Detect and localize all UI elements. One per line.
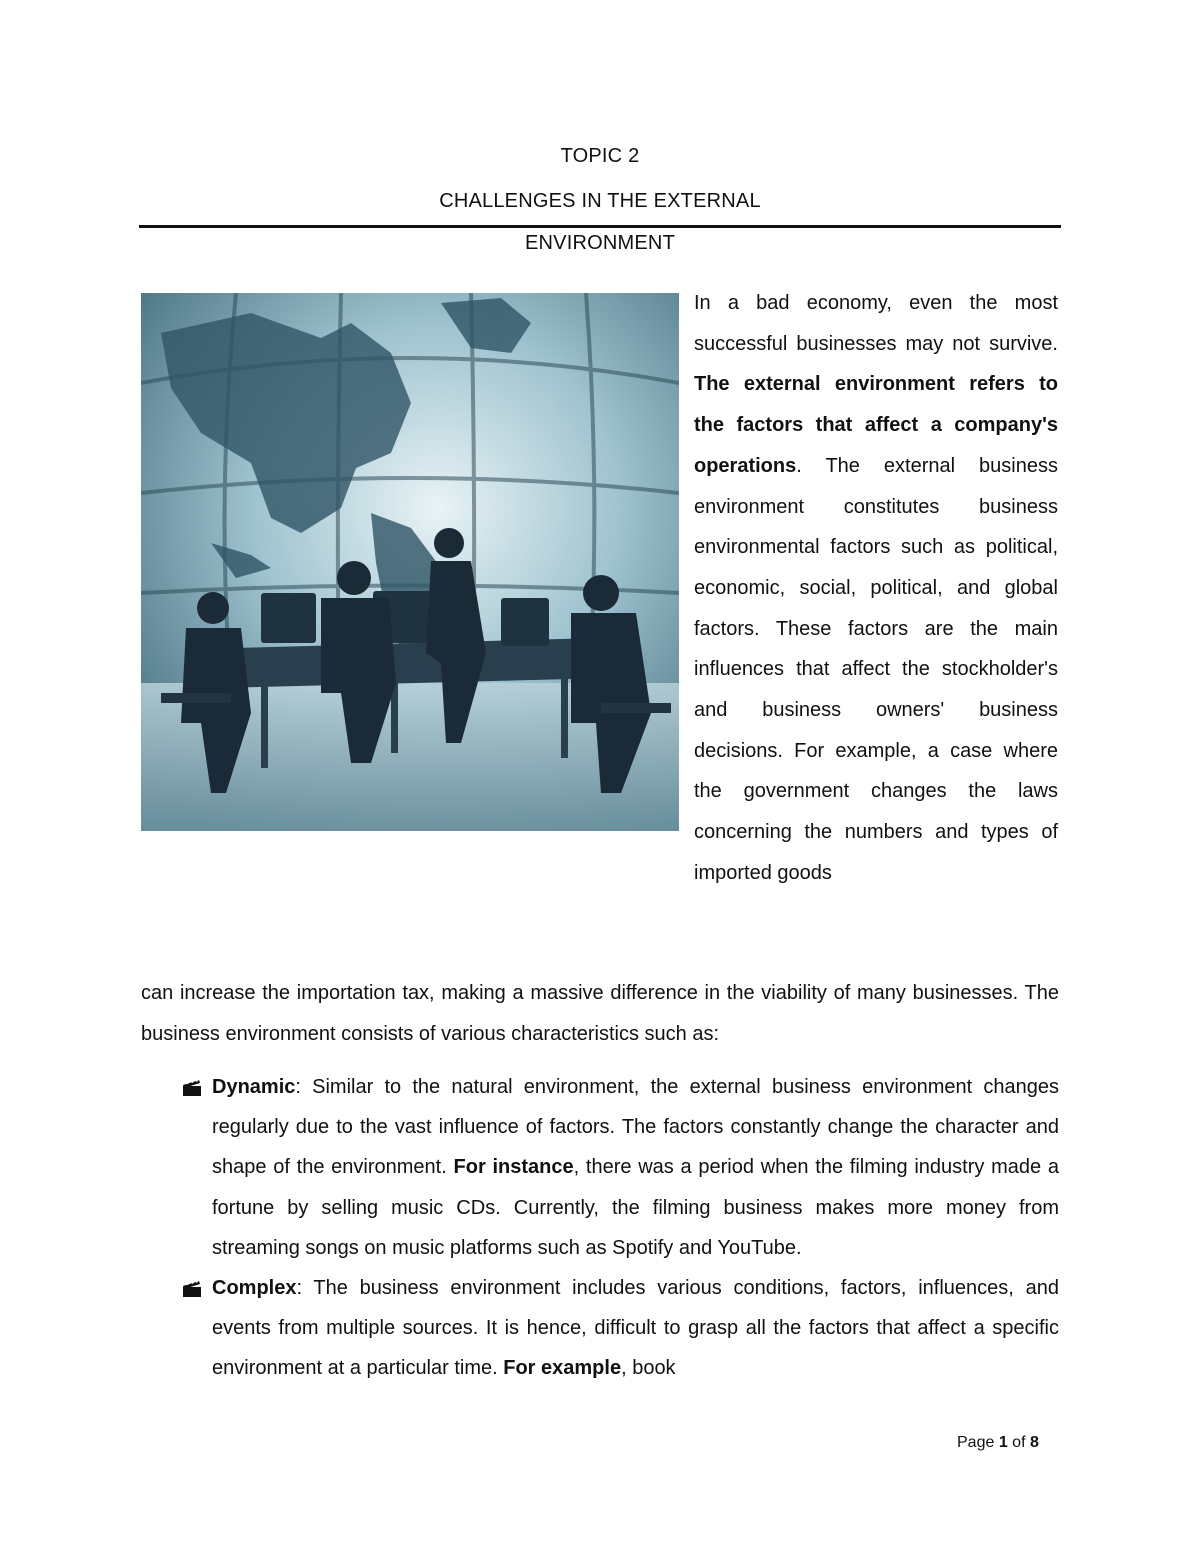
bullet-text-cont: , book <box>621 1357 676 1380</box>
clapperboard-icon <box>182 1079 202 1097</box>
page-of: of <box>1007 1434 1030 1451</box>
bullet-emphasis: For instance <box>453 1156 574 1179</box>
title-divider <box>139 225 1061 228</box>
clapperboard-icon <box>182 1280 202 1298</box>
bullet-text-cont: , there was a period when the filming industry made a fortune by selling music CDs. Currently, the filming business makes more money from streaming songs on music platforms such as Spotify and YouTube. <box>212 1156 1059 1259</box>
topic-number: TOPIC 2 <box>560 145 640 167</box>
intro-paragraph <box>694 283 1058 894</box>
characteristics-list <box>141 1067 1059 1389</box>
page-number <box>957 1434 1039 1452</box>
title-line-2: ENVIRONMENT <box>525 232 675 254</box>
intro-continuation: can increase the importation tax, making a massive difference in the viability of many businesses. The business environment consists of various characteristics such as: <box>141 982 1059 1045</box>
bullet-emphasis: For example <box>503 1357 622 1380</box>
intro-text-1: In a bad economy, even the most successful businesses may not survive. <box>694 292 1058 355</box>
page-current: 1 <box>998 1434 1008 1451</box>
bullet-dynamic <box>141 1067 1059 1268</box>
intro-definition: The external environment refers to the factors that affect a company's operations <box>694 373 1058 477</box>
title-line-1: CHALLENGES IN THE EXTERNAL <box>439 190 761 212</box>
bullet-text: : The business environment includes various conditions, factors, influences, and events from multiple sources. It is hence, difficult to grasp all the factors that affect a specific environment at a particular time. <box>212 1277 1059 1380</box>
bullet-term: Complex <box>212 1277 297 1300</box>
business-meeting-photo <box>141 293 679 831</box>
bullet-complex <box>141 1268 1059 1389</box>
page-total: 8 <box>1029 1434 1039 1451</box>
page-label: Page <box>957 1434 999 1451</box>
bullet-term: Dynamic <box>212 1076 296 1098</box>
bullet-text: : Similar to the natural environment, the external business environment changes regularly due to the vast influence of factors. The factors constantly change the character and shape of the environment. <box>212 1076 1059 1179</box>
intro-text-2: . The external business environment constitutes business environmental factors such as political, economic, social, political, and global factors. These factors are the main influences that affect the stockholder's and business owners' business decisions. For example, a case where the government changes the laws concerning the numbers and types of imported goods <box>694 454 1058 884</box>
